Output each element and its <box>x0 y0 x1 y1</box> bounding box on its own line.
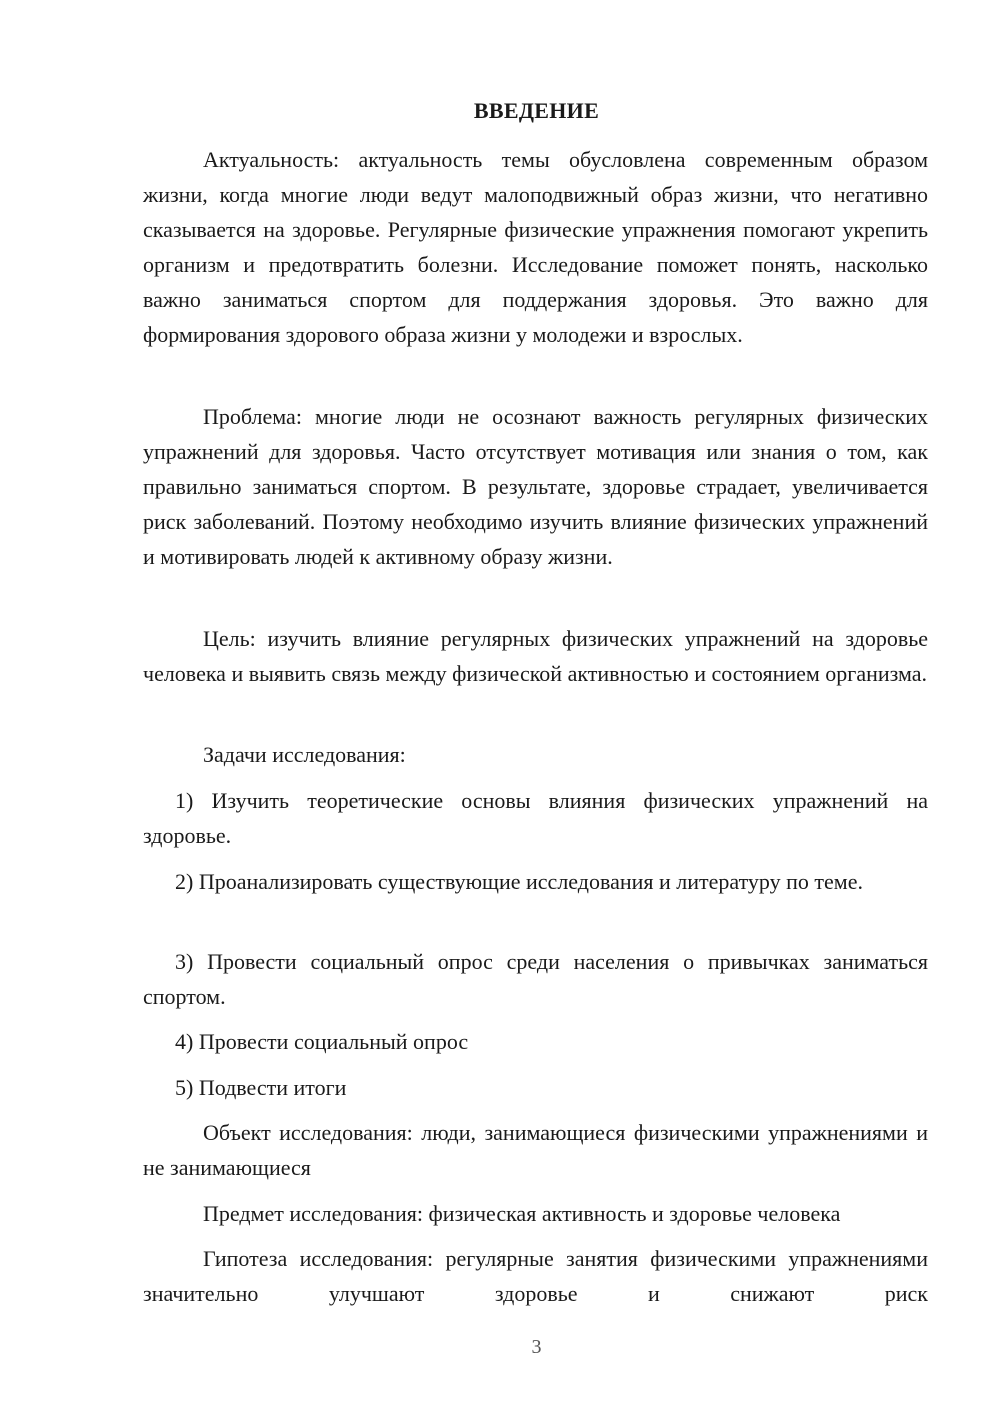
section-heading: ВВЕДЕНИЕ <box>473 98 600 123</box>
hypothesis-text: Гипотеза исследования: регулярные занятия физическими упражнениями значительно улучшают здоровье и снижают риск <box>143 1246 928 1306</box>
subject-paragraph <box>143 1196 928 1231</box>
task-text-1: 1) Изучить теоретические основы влияния физических упражнений на здоровье. <box>143 788 928 848</box>
tasks-title: Задачи исследования: <box>203 742 406 767</box>
task-item-4 <box>143 1024 928 1059</box>
problem-text: Проблема: многие люди не осознают важность регулярных физических упражнений для здоровья. Часто отсутствует мотивация или знания о том, как правильно заниматься спортом. В результате, здоровье страдает, увеличивается риск заболеваний. Поэтому необходимо изучить влияние физических упражнений и мотивировать людей к активному образу жизни. <box>143 404 928 569</box>
task-text-4: 4) Провести социальный опрос <box>175 1029 469 1054</box>
relevance-paragraph <box>143 142 928 352</box>
object-paragraph <box>143 1115 928 1185</box>
task-item-5 <box>143 1070 928 1105</box>
object-text: Объект исследования: люди, занимающиеся физическими упражнениями и не занимающиеся <box>143 1120 928 1180</box>
problem-paragraph <box>143 399 928 574</box>
task-item-1 <box>143 783 928 853</box>
task-text-2: 2) Проанализировать существующие исследования и литературу по теме. <box>175 869 863 894</box>
task-item-3 <box>143 944 928 1014</box>
goal-paragraph <box>143 621 928 691</box>
tasks-title-paragraph <box>143 737 928 772</box>
page-number: 3 <box>531 1336 542 1358</box>
subject-text: Предмет исследования: физическая активность и здоровье человека <box>203 1201 841 1226</box>
hypothesis-paragraph <box>143 1241 928 1311</box>
relevance-text: Актуальность: актуальность темы обусловлена современным образом жизни, когда многие люди ведут малоподвижный образ жизни, что негативно сказывается на здоровье. Регулярные физические упражнения помогают укрепить организм и предотвратить болезни. Исследование поможет понять, насколько важно заниматься спортом для поддержания здоровья. Это важно для формирования здорового образа жизни у молодежи и взрослых. <box>143 147 928 347</box>
goal-text: Цель: изучить влияние регулярных физических упражнений на здоровье человека и выявить связь между физической активностью и состоянием организма. <box>143 626 928 686</box>
task-text-5: 5) Подвести итоги <box>175 1075 347 1100</box>
task-text-3: 3) Провести социальный опрос среди населения о привычках заниматься спортом. <box>143 949 928 1009</box>
task-item-2 <box>143 864 928 899</box>
